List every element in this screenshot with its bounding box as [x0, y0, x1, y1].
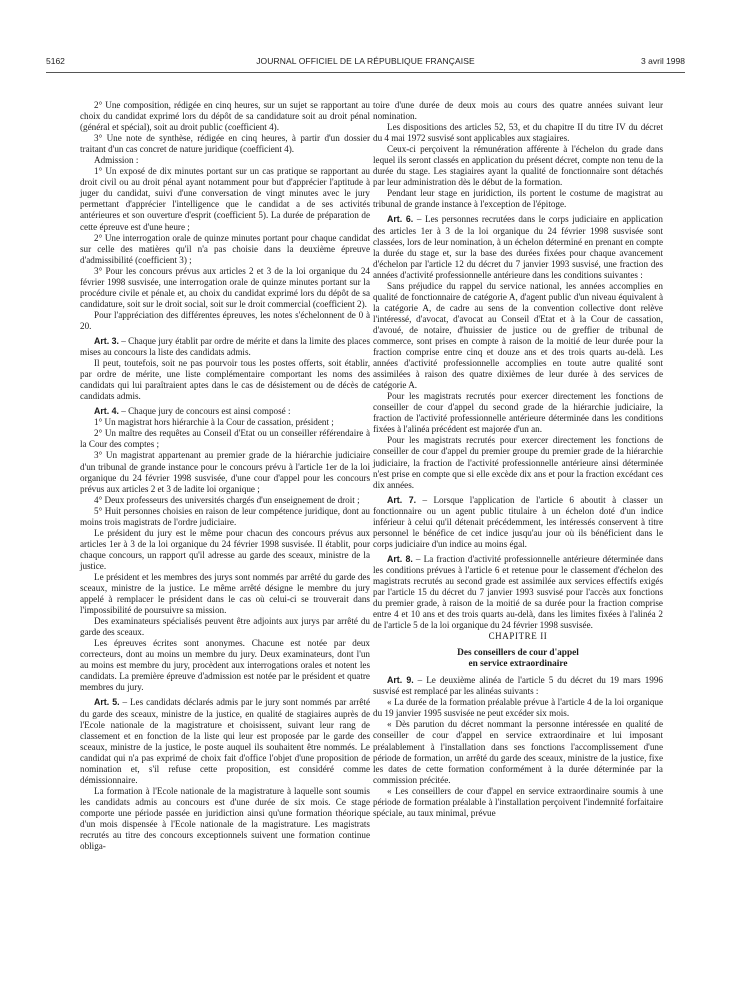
article-number: Art. 5. — [94, 697, 120, 708]
paragraph-text: – Le deuxième alinéa de l'article 5 du décret du 19 mars 1996 susvisé est remplacé par les alinéas suivants : — [373, 675, 663, 697]
article-number: Art. 6. — [387, 214, 414, 225]
right-column — [373, 100, 663, 819]
paragraph-text: 3° Un magistrat appartenant au premier grade de la hiérarchie judiciaire d'un tribunal de grande instance pour le concours prévu à l'article 1er de la loi organique du 24 février 1998 susvisée, d'une cour d'appel pour les concours prévus aux articles 2 et 3 de ladite loi organique ; — [80, 450, 370, 494]
paragraph — [373, 122, 663, 144]
paragraph-text: 2° Une interrogation orale de quinze minutes portant pour chaque candidat sur celle des matières qu'il n'a pas choisie dans la deuxième épreuve d'admissibilité (coefficient 3) ; — [80, 232, 370, 265]
paragraph-text: 1° Un magistrat hors hiérarchie à la Cour de cassation, président ; — [94, 417, 334, 428]
paragraph-text: « La durée de la formation préalable prévue à l'article 4 de la loi organique du 19 janvier 1995 susvisée ne peut excéder six mois. — [373, 697, 663, 719]
paragraph — [80, 310, 370, 332]
paragraph-text: – Lorsque l'application de l'article 6 aboutit à classer un fonctionnaire ou un agent public titulaire à un échelon doté d'un indice inférieur à celui qu'il détenait précédemment, les intéressés conservent à titre personnel le bénéfice de cet indice jusqu'au jour où ils bénéficient dans le corps judiciaire d'un indice au moins égal. — [373, 494, 663, 549]
paragraph-text: Pendant leur stage en juridiction, ils portent le costume de magistrat au tribunal de grande instance à l'exception de l'épitoge. — [373, 188, 663, 210]
chapter-title: en service extraordinaire — [468, 659, 568, 670]
article-paragraph — [80, 406, 370, 417]
paragraph — [373, 697, 663, 719]
paragraph-text: 4° Deux professeurs des universités chargés d'un enseignement de droit ; — [94, 494, 360, 505]
paragraph — [80, 786, 370, 852]
article-paragraph — [373, 214, 663, 280]
paragraph-text: 3° Une note de synthèse, rédigée en cinq heures, à partir d'un dossier traitant d'un cas concret de nature juridique (coefficient 4). — [80, 133, 370, 155]
paragraph — [80, 266, 370, 310]
paragraph — [373, 188, 663, 210]
paragraph-text: « Les conseillers de cour d'appel en service extraordinaire soumis à une période de formation préalable à l'installation perçoivent l'indemnité forfaitaire spéciale, au taux minimal, prévue — [373, 785, 663, 818]
paragraph — [373, 719, 663, 785]
paragraph-text: – Les personnes recrutées dans le corps judiciaire en application des articles 1er à 3 de la loi organique du 24 février 1998 susvisée sont classées, lors de leur nomination, à un échelon déterminé en prenant en compte la durée du stage et, sur la base des durées fixées pour chaque avancement d'échelon par l'article 12 du décret du 7 janvier 1993 susvisé, une fraction des années d'activité professionnelle antérieure dans les conditions suivantes : — [373, 214, 663, 280]
chapter-heading: CHAPITRE II — [488, 631, 548, 642]
chapter-title: Des conseillers de cour d'appel — [457, 648, 579, 659]
paragraph — [80, 166, 370, 232]
article-paragraph — [80, 697, 370, 785]
paragraph — [80, 506, 370, 528]
paragraph — [80, 572, 370, 616]
paragraph-text: « Dès parution du décret nommant la personne intéressée en qualité de conseiller de cour d'appel en service extraordinaire et lui imposant préalablement à l'installation dans ses fonctions l'accomplissement d'une période de formation, un arrêté du garde des sceaux, ministre de la justice, fixe les dates de cette formation conformément à la durée déterminée par la commission précitée. — [373, 719, 663, 785]
publication-date: 3 avril 1998 — [641, 56, 685, 66]
article-paragraph — [373, 554, 663, 631]
paragraph-text: La formation à l'Ecole nationale de la magistrature à laquelle sont soumis les candidats admis au concours est d'une durée de six mois. Ce stage comporte une période passée en juridiction ainsi qu'une formation théorique d'un mois dispensée à l'Ecole nationale de la magistrature. Les magistrats recrutés au titre des concours exceptionnels suivent une formation continue obliga- — [80, 785, 370, 852]
paragraph-text: Les dispositions des articles 52, 53, et du chapitre II du titre IV du décret du 4 mai 1972 susvisé sont applicables aux stagiaires. — [373, 122, 663, 144]
paragraph — [373, 435, 663, 490]
paragraph — [80, 450, 370, 494]
paragraph-text: Pour les magistrats recrutés pour exercer directement les fonctions de conseiller de cour d'appel du second grade de la hiérarchie judiciaire, la fraction de l'activité professionnelle antérieure déterminée dans les conditions fixées à l'alinéa précédent est majorée d'un an. — [373, 391, 663, 435]
paragraph-text: 1° Un exposé de dix minutes portant sur un cas pratique se rapportant au droit civil ou au droit pénal ayant notamment pour but d'apprécier l'aptitude à juger du candidat, suivi d'une conversation de vingt minutes avec le jury permettant d'apprécier l'intelligence que le candidat a de ses activités antérieures et son ouverture d'esprit (coefficient 5). La durée de préparation de cette épreuve est d'une heure ; — [80, 166, 370, 232]
paragraph — [80, 638, 370, 693]
paragraph — [80, 133, 370, 155]
paragraph — [80, 358, 370, 402]
paragraph — [373, 100, 663, 122]
paragraph-text: Pour l'appréciation des différentes épreuves, les notes s'échelonnent de 0 à 20. — [80, 309, 370, 331]
paragraph-text: Sans préjudice du rappel du service national, les années accomplies en qualité de fonctionnaire de catégorie A, d'agent public d'un niveau équivalent à la catégorie A, de cadre au sens de la convention collective dont relève l'intéressé, d'avocat, d'avocat au Conseil d'Etat et à la Cour de cassation, d'avoué, de notaire, d'huissier de justice ou de greffier de tribunal de commerce, sont prises en compte à raison de la moitié de leur durée pour la fraction comprise entre cinq et douze ans et des trois quarts au-delà. Les années d'activité professionnelle accomplies en toute autre qualité sont assimilées à raison des quatre dixièmes de leur durée à des services de catégorie A. — [373, 280, 663, 391]
paragraph-text: – Chaque jury de concours est ainsi composé : — [118, 406, 291, 417]
paragraph-text: 2° Une composition, rédigée en cinq heures, sur un sujet se rapportant au choix du candidat exprimé lors du dépôt de sa candidature soit au droit pénal (général et spécial), soit au droit public (coefficient 4). — [80, 100, 370, 133]
page-header — [46, 56, 685, 70]
paragraph — [80, 417, 370, 428]
paragraph — [80, 428, 370, 450]
left-column — [80, 100, 370, 852]
paragraph — [80, 495, 370, 506]
header-rule — [46, 72, 685, 73]
article-number: Art. 9. — [387, 675, 414, 686]
paragraph-text: Des examinateurs spécialisés peuvent être adjoints aux jurys par arrêté du garde des sceaux. — [80, 616, 370, 638]
paragraph — [80, 528, 370, 572]
paragraph-text: – Les candidats déclarés admis par le jury sont nommés par arrêté du garde des sceaux, ministre de la justice, en qualité de stagiaires auprès de l'Ecole nationale de la magistrature et choisissent, suivant leur rang de classement et en fonction de la liste qui leur est proposée par le garde des sceaux, ministre de la justice, le poste auquel ils souhaitent être nommés. Le candidat qui n'a pas exprimé de choix fait d'office l'objet d'une proposition de nomination et, s'il refuse cette proposition, est considéré comme démissionnaire. — [80, 697, 370, 785]
article-number: Art. 8. — [387, 553, 413, 564]
page-number: 5162 — [46, 56, 65, 66]
article-paragraph — [80, 336, 370, 358]
article-number: Art. 3. — [94, 335, 119, 346]
article-number: Art. 4. — [94, 406, 119, 417]
paragraph — [373, 144, 663, 188]
paragraph-text: Pour les magistrats recrutés pour exercer directement les fonctions de conseiller de cour d'appel du premier groupe du premier grade de la hiérarchie judiciaire, la fraction de l'activité professionnelle antérieure ainsi déterminée n'est prise en compte que si elle excède dix ans et pour la fraction excédant ces dix années. — [373, 435, 663, 490]
article-paragraph — [373, 495, 663, 550]
article-number: Art. 7. — [387, 494, 417, 505]
paragraph — [80, 155, 370, 166]
paragraph-text: 5° Huit personnes choisies en raison de leur compétence juridique, dont au moins trois magistrats de l'ordre judiciaire. — [80, 505, 370, 527]
paragraph-text: – Chaque jury établit par ordre de mérite et dans la limite des places mises au concours la liste des candidats admis. — [80, 335, 370, 358]
paragraph — [80, 233, 370, 266]
paragraph — [80, 100, 370, 133]
paragraph-text: Ceux-ci perçoivent la rémunération afférente à l'échelon du grade dans lequel ils seront classés en application du présent décret, compte non tenu de la durée du stage. Les stagiaires ayant la qualité de fonctionnaire sont détachés par leur administration dès le début de la formation. — [373, 144, 663, 188]
journal-title: JOURNAL OFFICIEL DE LA RÉPUBLIQUE FRANÇAISE — [256, 56, 475, 66]
paragraph-text: Le président du jury est le même pour chacun des concours prévus aux articles 1er à 3 de la loi organique du 24 février 1998 susvisée. Il établit, pour chaque concours, un rapport qu'il adresse au garde des sceaux, ministre de la justice. — [80, 527, 370, 571]
paragraph-text: – La fraction d'activité professionnelle antérieure déterminée dans les conditions prévues à l'article 6 et retenue pour le classement d'échelon des magistrats recrutés au second grade est assimilée aux services effectifs exigés par l'article 15 du décret du 7 janvier 1993 susvisé pour l'accès aux fonctions du premier grade, à raison de la moitié de sa durée pour la fraction comprise entre 4 et 10 ans et des trois quarts au-delà, dans les limites fixées à l'alinéa 2 de l'article 5 de la loi organique du 24 février 1998 susvisée. — [373, 553, 663, 631]
paragraph-text: Les épreuves écrites sont anonymes. Chacune est notée par deux correcteurs, dont au moins un membre du jury. Deux examinateurs, dont l'un au moins est membre du jury, procèdent aux interrogations orales et notent les candidats. La première épreuve d'admission est notée par le président et quatre membres du jury. — [80, 638, 370, 693]
paragraph-text: toire d'une durée de deux mois au cours des quatre années suivant leur nomination. — [373, 100, 663, 122]
paragraph-text: 3° Pour les concours prévus aux articles 2 et 3 de la loi organique du 24 février 1998 susvisée, une interrogation orale de quinze minutes portant sur la procédure civile et pénale et, au choix du candidat exprimé lors du dépôt de sa candidature, soit sur le droit social, soit sur le droit commercial (coefficient 2). — [80, 265, 370, 309]
paragraph — [373, 786, 663, 819]
paragraph-text: Admission : — [94, 155, 139, 166]
paragraph-text: 2° Un maître des requêtes au Conseil d'Etat ou un conseiller référendaire à la Cour des comptes ; — [80, 428, 370, 450]
article-paragraph — [373, 675, 663, 697]
paragraph — [80, 616, 370, 638]
paragraph-text: Il peut, toutefois, soit ne pas pourvoir tous les postes offerts, soit établir, par ordre de mérite, une liste complémentaire comportant les noms des candidats qui lui paraîtraient aptes dans le cas de désistement ou de décès de candidats admis. — [80, 358, 370, 402]
paragraph-text: Le président et les membres des jurys sont nommés par arrêté du garde des sceaux, ministre de la justice. Le même arrêté désigne le membre du jury appelé à remplacer le président dans le cas où celui-ci se trouverait dans l'impossibilité de poursuivre sa mission. — [80, 571, 370, 616]
paragraph — [373, 281, 663, 391]
paragraph — [373, 391, 663, 435]
